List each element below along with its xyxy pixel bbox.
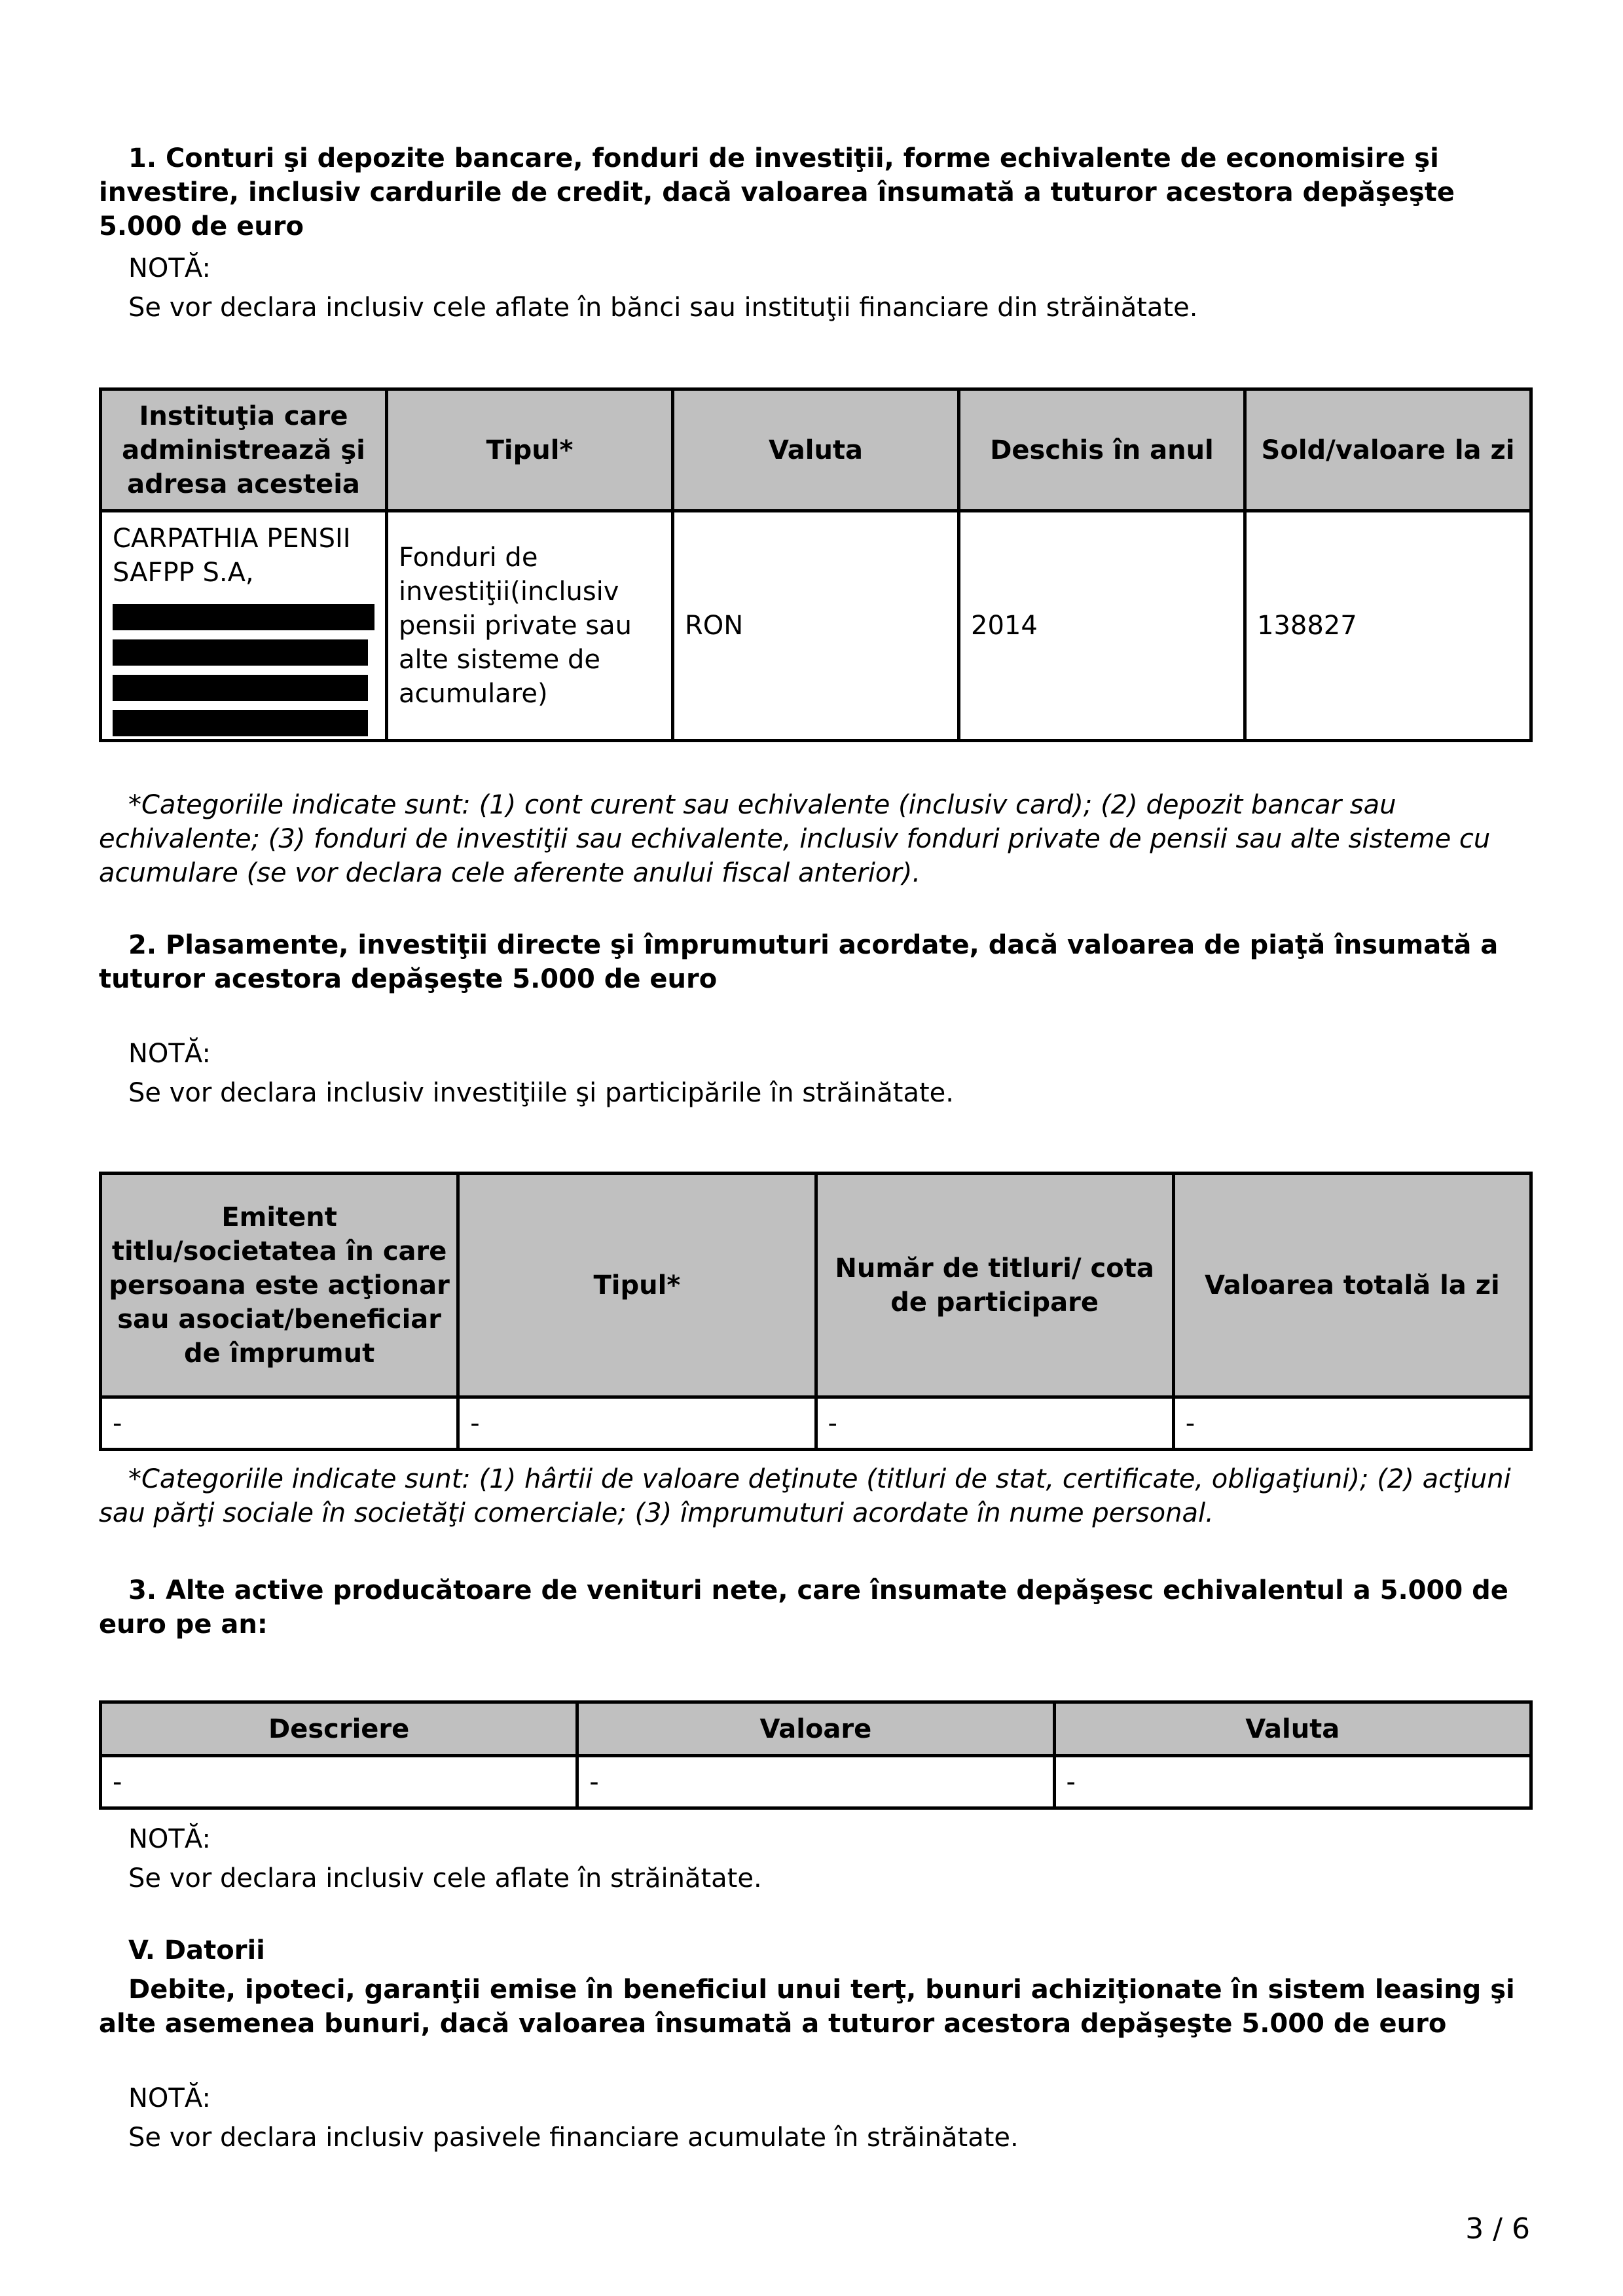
col-type-header: Tipul* <box>458 1174 816 1397</box>
section1-heading: 1. Conturi şi depozite bancare, fonduri de investiţii, forme echivalente de economisire şi investire, inclusiv cardurile de credit, dacă valoarea însumată a tuturor acestora depăşeşte 5.000 de euro <box>99 143 1455 242</box>
table-row <box>101 511 1531 741</box>
redacted-address-line-3 <box>113 675 368 701</box>
section5-nota-label: NOTĂ: <box>128 2083 211 2113</box>
cell-institution <box>101 511 387 741</box>
other-assets-table <box>99 1700 1533 1810</box>
cell-type: Fonduri de investiţii(inclusiv pensii private sau alte sisteme de acumulare) <box>387 511 673 741</box>
col-currency-header: Valuta <box>1054 1702 1531 1756</box>
cell-description: - <box>101 1756 577 1808</box>
cell-total-value: - <box>1173 1397 1531 1450</box>
col-issuer-header: Emitent titlu/societatea în care persoana este acţionar sau asociat/beneficiar de împrumut <box>101 1174 458 1397</box>
col-balance-header: Sold/valoare la zi <box>1245 389 1531 511</box>
section3-heading: 3. Alte active producătoare de venituri nete, care însumate depăşesc echivalentul a 5.000 de euro pe an: <box>99 1575 1508 1640</box>
cell-issuer: - <box>101 1397 458 1450</box>
cell-currency: RON <box>673 511 959 741</box>
investments-table-header <box>101 1174 1531 1397</box>
col-currency-header: Valuta <box>673 389 959 511</box>
section2-nota-text: Se vor declara inclusiv investiţiile şi participările în străinătate. <box>128 1078 954 1108</box>
section1-footnote: *Categoriile indicate sunt: (1) cont curent sau echivalente (inclusiv card); (2) depozit bancar sau echivalente; (3) fonduri de investiţii sau echivalente, inclusiv fonduri private de pensii sau alte sisteme cu acumulare (se vor declara cele aferente anului fiscal anterior). <box>99 790 1491 888</box>
section2-footnote: *Categoriile indicate sunt: (1) hârtii de valoare deţinute (titluri de stat, certificate, obligaţiuni); (2) acţiuni sau părţi sociale în societăţi comerciale; (3) împrumuturi acordate în nume personal. <box>99 1464 1511 1528</box>
cell-currency: - <box>1054 1756 1531 1808</box>
col-description-header: Descriere <box>101 1702 577 1756</box>
cell-type: - <box>458 1397 816 1450</box>
col-value-header: Valoare <box>577 1702 1054 1756</box>
redacted-address-line-1 <box>113 604 374 630</box>
col-type-header: Tipul* <box>387 389 673 511</box>
col-shares-header: Număr de titluri/ cota de participare <box>816 1174 1173 1397</box>
redacted-address-line-2 <box>113 639 368 666</box>
section3-nota-label: NOTĂ: <box>128 1824 211 1854</box>
table-row <box>101 1756 1531 1808</box>
institution-name: CARPATHIA PENSII SAFPP S.A, <box>113 524 351 588</box>
section2-nota-label: NOTĂ: <box>128 1039 211 1069</box>
col-year-header: Deschis în anul <box>959 389 1245 511</box>
table-row <box>101 1397 1531 1450</box>
col-institution-header: Instituţia care administrează şi adresa acesteia <box>101 389 387 511</box>
cell-balance: 138827 <box>1245 511 1531 741</box>
section5-heading: Debite, ipoteci, garanţii emise în beneficiul unui terţ, bunuri achiziţionate în sistem leasing şi alte asemenea bunuri, dacă valoarea însumată a tuturor acestora depăşeşte 5.000 de euro <box>99 1975 1515 2039</box>
accounts-table <box>99 387 1533 742</box>
page-number: 3 / 6 <box>1465 2212 1530 2246</box>
col-total-value-header: Valoarea totală la zi <box>1173 1174 1531 1397</box>
section1-nota-label: NOTĂ: <box>128 253 211 283</box>
section5-nota-text: Se vor declara inclusiv pasivele financiare acumulate în străinătate. <box>128 2123 1019 2153</box>
section5-title: V. Datorii <box>128 1935 265 1965</box>
investments-table <box>99 1172 1533 1451</box>
section1-nota-text: Se vor declara inclusiv cele aflate în bănci sau instituţii financiare din străinătate. <box>128 293 1198 323</box>
cell-shares: - <box>816 1397 1173 1450</box>
cell-value: - <box>577 1756 1054 1808</box>
redacted-address-line-4 <box>113 710 368 736</box>
section2-heading: 2. Plasamente, investiţii directe şi împrumuturi acordate, dacă valoarea de piaţă însumată a tuturor acestora depăşeşte 5.000 de euro <box>99 930 1499 994</box>
other-assets-table-header <box>101 1702 1531 1756</box>
section3-nota-text: Se vor declara inclusiv cele aflate în străinătate. <box>128 1863 762 1893</box>
cell-year: 2014 <box>959 511 1245 741</box>
accounts-table-header <box>101 389 1531 511</box>
